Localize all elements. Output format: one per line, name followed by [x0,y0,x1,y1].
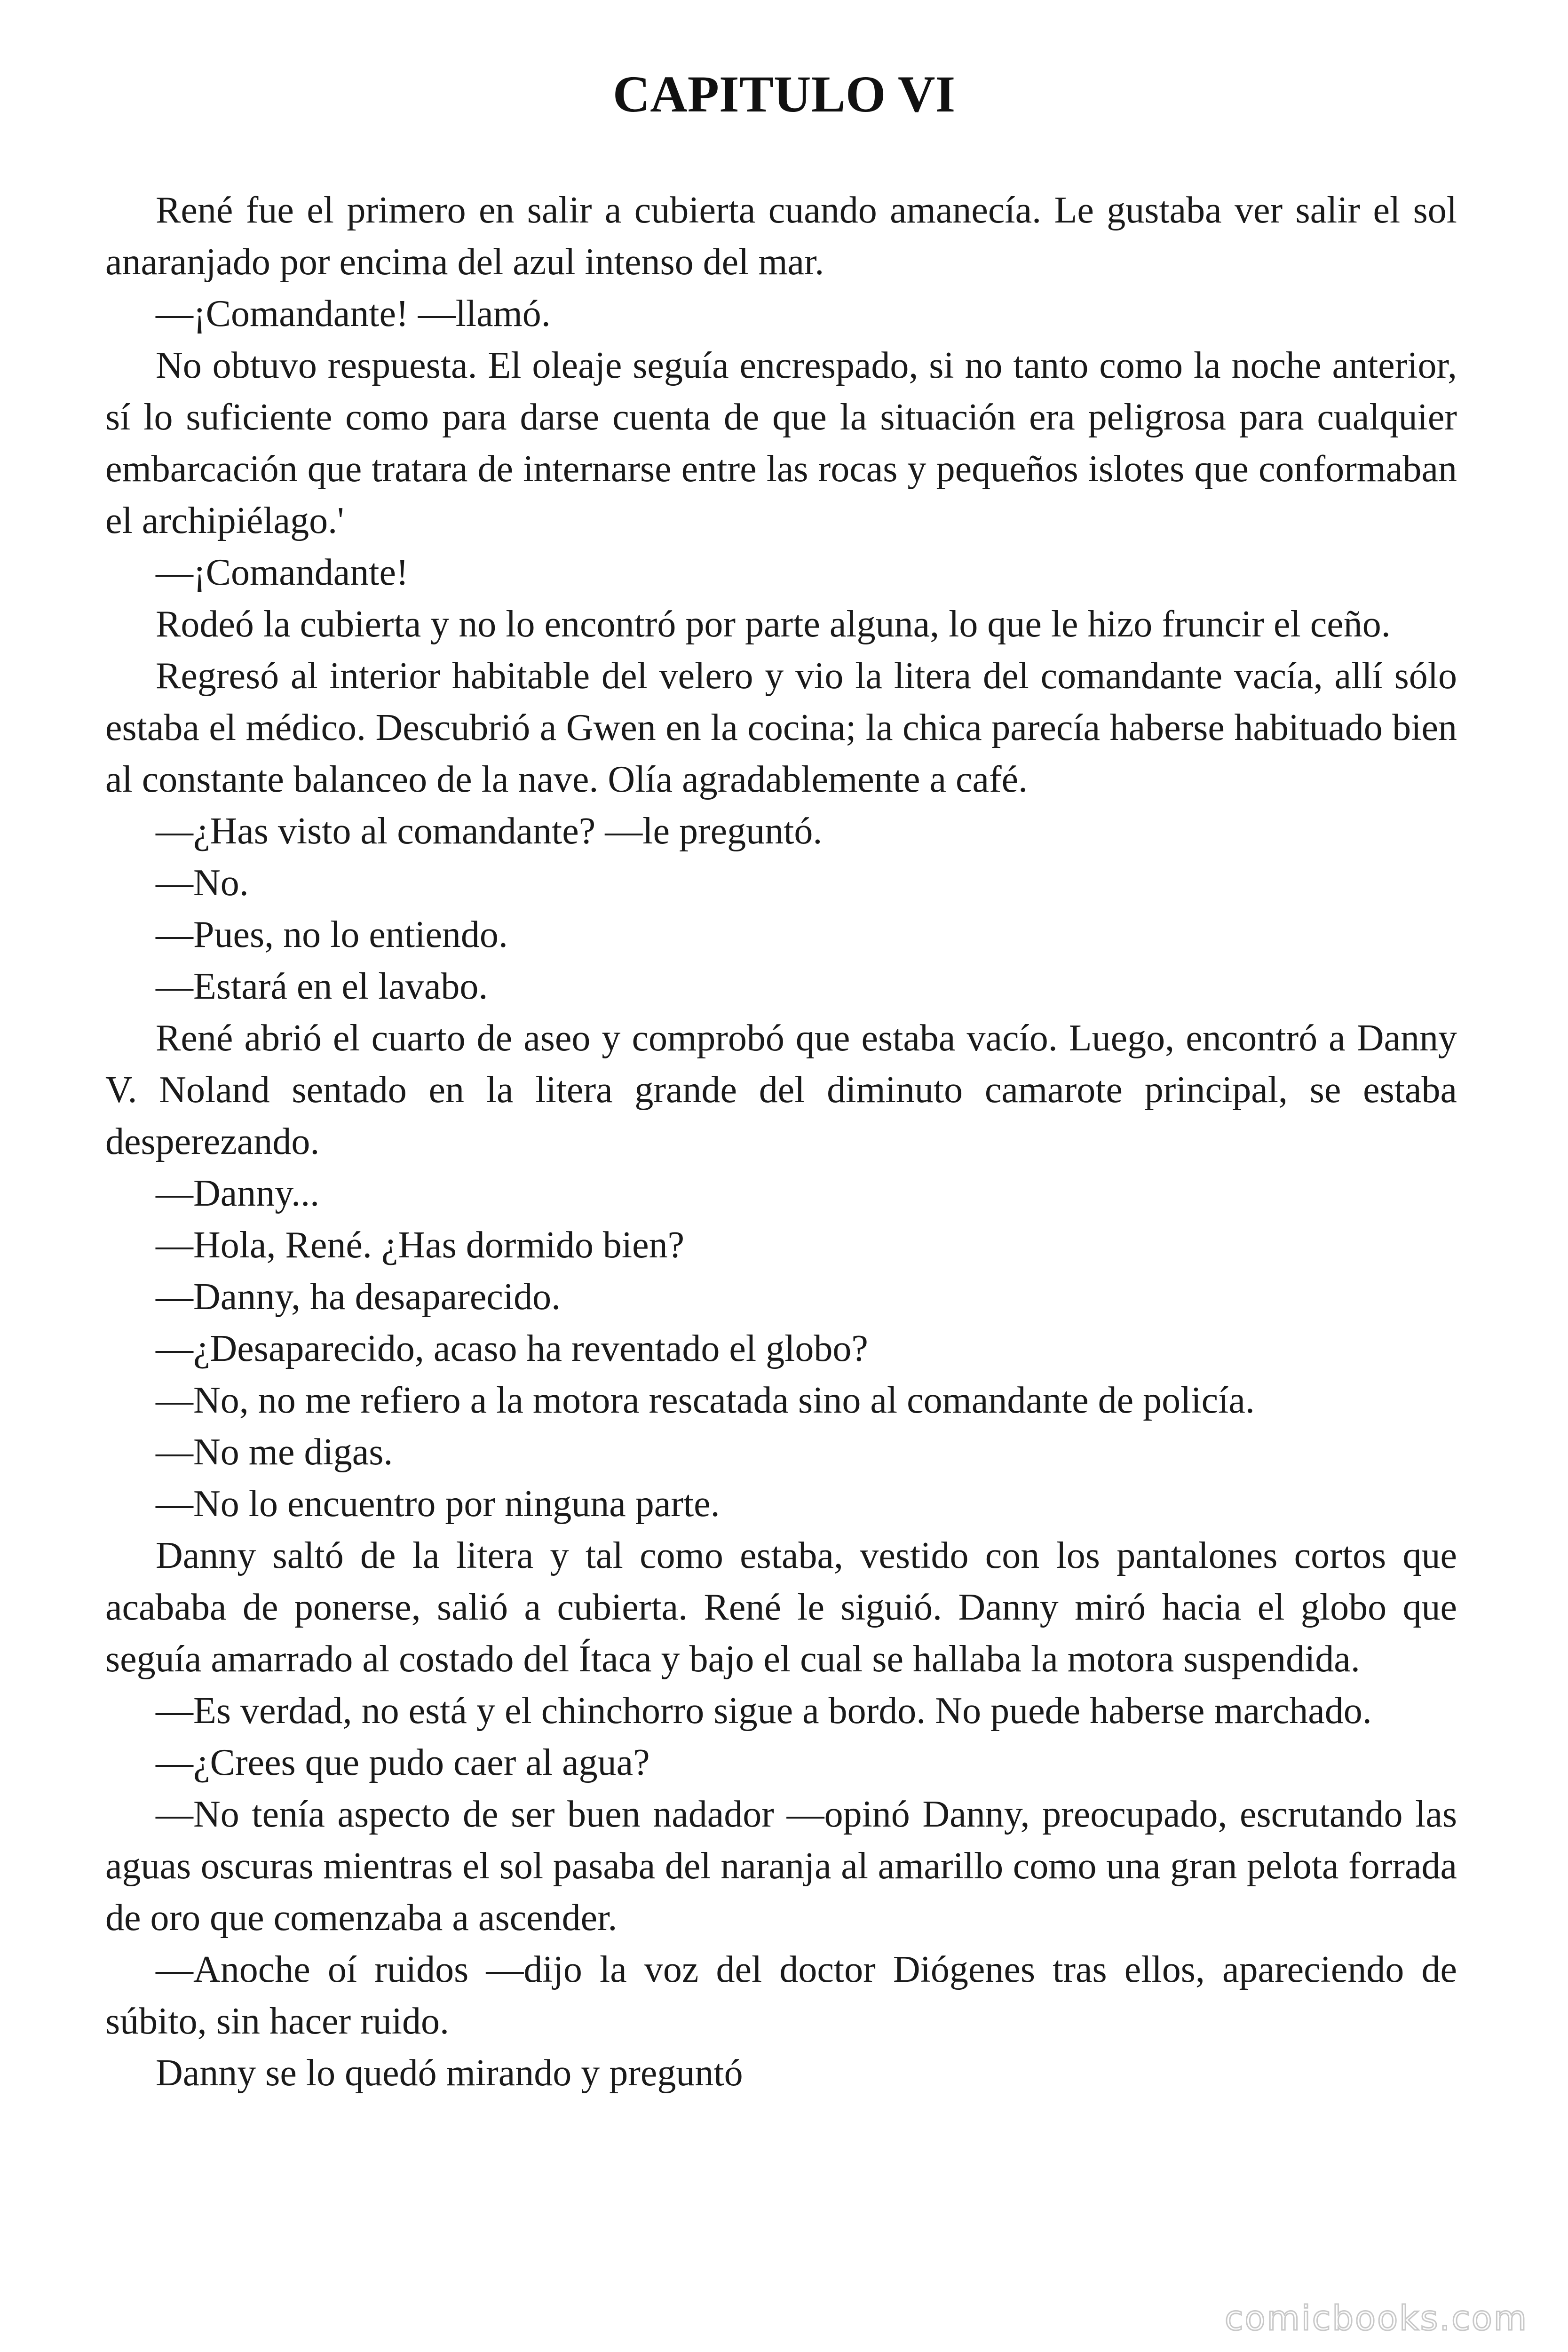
chapter-title: CAPITULO VI [612,65,956,123]
paragraph: Rodeó la cubierta y no lo encontró por parte alguna, lo que le hizo fruncir el ceño. [156,604,1391,645]
paragraph: Danny saltó de la litera y tal como estaba, vestido con los pantalones cortos que acababa de ponerse, salió a cubierta. René le siguió. Danny miró hacia el globo que seguía amarrado al costado del Ítaca y bajo el cual se hallaba la motora suspendida. [105,1535,1457,1680]
paragraph: —No, no me refiero a la motora rescatada sino al comandante de policía. [156,1380,1255,1421]
paragraph: René fue el primero en salir a cubierta cuando amanecía. Le gustaba ver salir el sol anaranjado por encima del azul intenso del mar. [105,190,1457,283]
paragraph: —Danny... [156,1173,320,1214]
paragraph: —No. [156,862,249,904]
paragraph: —¿Desaparecido, acaso ha reventado el globo? [156,1328,868,1369]
paragraph: Regresó al interior habitable del velero y vio la litera del comandante vacía, allí sólo estaba el médico. Descubrió a Gwen en la cocina; la chica parecía haberse habituado bien al constante balanceo de la nave. Olía agradablemente a café. [105,655,1457,800]
paragraph: —Es verdad, no está y el chinchorro sigue a bordo. No puede haberse marchado. [156,1690,1372,1732]
paragraph: No obtuvo respuesta. El oleaje seguía encrespado, si no tanto como la noche anterior, sí lo suficiente como para darse cuenta de que la situación era peligrosa para cualquier embarcación que tratara de internarse entre las rocas y pequeños islotes que conformaban el archipiélago.' [105,345,1457,541]
paragraph: —Danny, ha desaparecido. [156,1276,561,1318]
paragraph: —No me digas. [156,1431,393,1473]
paragraph: —Anoche oí ruidos —dijo la voz del doctor Diógenes tras ellos, apareciendo de súbito, sin hacer ruido. [105,1949,1457,2042]
paragraph: René abrió el cuarto de aseo y comprobó que estaba vacío. Luego, encontró a Danny V. Noland sentado en la litera grande del diminuto camarote principal, se estaba desperezando. [105,1017,1457,1162]
paragraph: —¿Crees que pudo caer al agua? [156,1742,650,1783]
body-text [105,184,1457,2099]
paragraph: —Hola, René. ¿Has dormido bien? [156,1224,685,1266]
paragraph: —¿Has visto al comandante? —le preguntó. [156,810,823,852]
paragraph: Danny se lo quedó mirando y preguntó [156,2052,743,2094]
paragraph: —Pues, no lo entiendo. [156,914,508,955]
paragraph: —No lo encuentro por ninguna parte. [156,1483,720,1525]
paragraph: —No tenía aspecto de ser buen nadador —opinó Danny, preocupado, escrutando las aguas oscuras mientras el sol pasaba del naranja al amarillo como una gran pelota forrada de oro que comenzaba a ascender. [105,1794,1457,1939]
paragraph: —¡Comandante! [156,552,409,593]
paragraph: —Estará en el lavabo. [156,966,488,1007]
site-watermark: comicbooks.com [1224,2298,1528,2338]
paragraph: —¡Comandante! —llamó. [156,293,551,334]
